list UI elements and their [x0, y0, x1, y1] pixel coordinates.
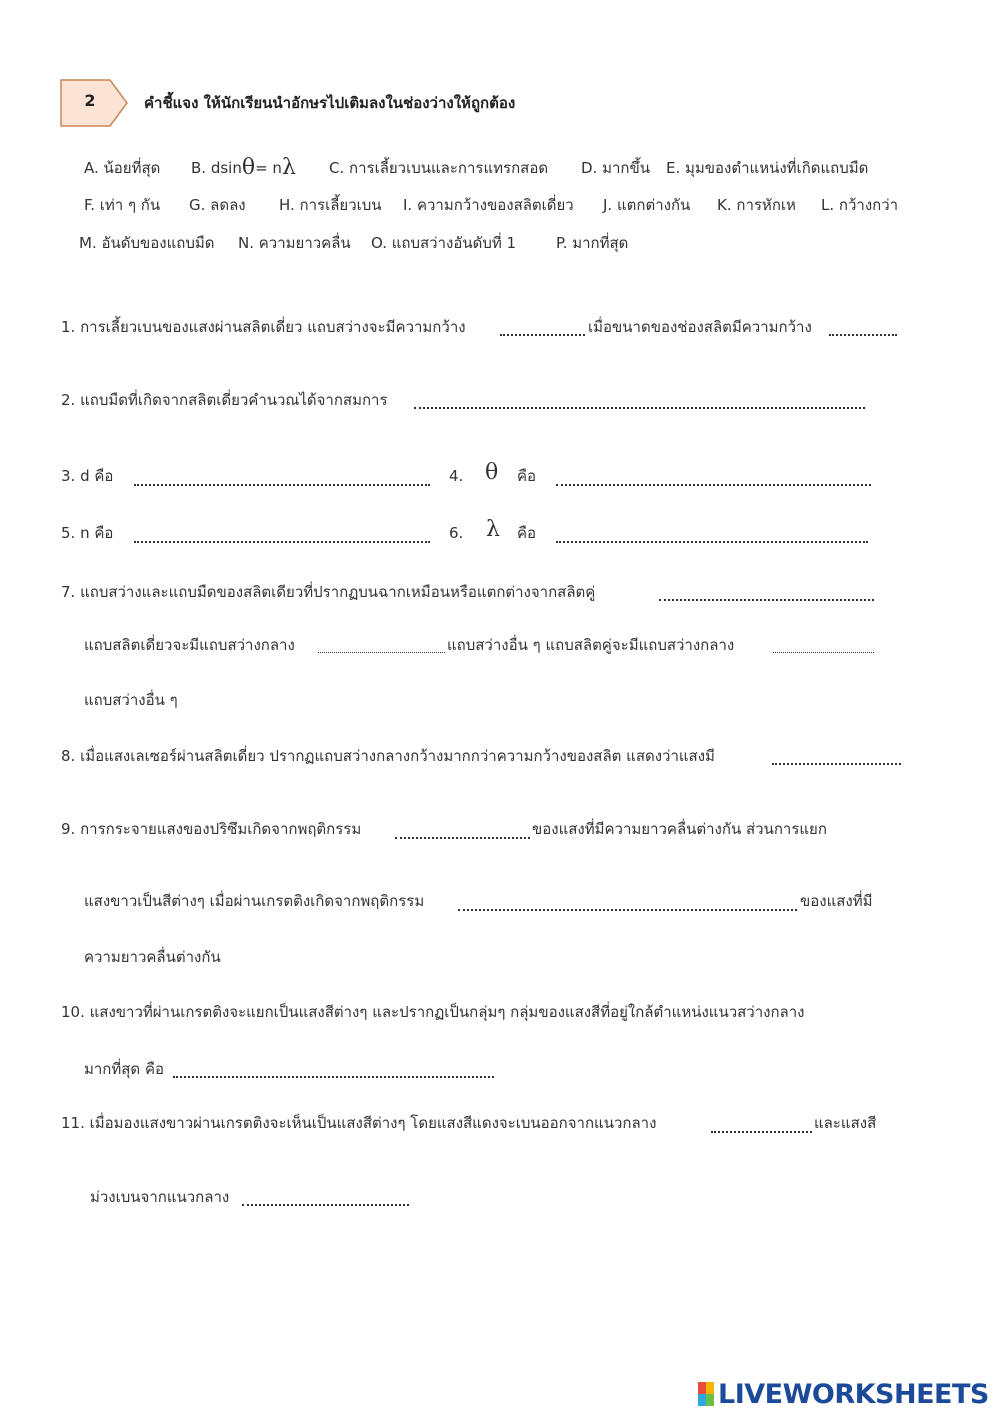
q1-text-part1: 1. การเลี้ยวเบนของแสงผ่านสลิตเดี่ยว แถบสว่างจะมีความกว้าง [61, 318, 466, 336]
option-b [191, 153, 296, 183]
q11-line1-a: 11. เมื่อมองแสงขาวผ่านเกรตติงจะเห็นเป็นแสงสีต่างๆ โดยแสงสีแดงจะเบนออกจากแนวกลาง [61, 1114, 657, 1132]
q3-text: 3. d คือ [61, 467, 114, 485]
instruction-title: คำชี้แจง ให้นักเรียนนำอักษรไปเติมลงในช่องว่างให้ถูกต้อง [144, 94, 516, 112]
q7-line3: แถบสว่างอื่น ๆ [84, 691, 178, 709]
q11-blank-1[interactable] [711, 1131, 812, 1133]
option-d: D. มากขึ้น [581, 159, 650, 177]
q10-line2: มากที่สุด คือ [84, 1060, 164, 1078]
option-c: C. การเลี้ยวเบนและการแทรกสอด [329, 159, 549, 177]
q3-blank[interactable] [134, 484, 430, 486]
q6-lambda-symbol: λ [486, 517, 500, 542]
q6-number: 6. [449, 524, 464, 542]
q9-blank-2[interactable] [458, 909, 797, 911]
option-b-prefix: B. dsin [191, 159, 242, 177]
q9-line1-a: 9. การกระจายแสงของปริซึมเกิดจากพฤติกรรม [61, 820, 362, 838]
q2-text: 2. แถบมืดที่เกิดจากสลิตเดี่ยวคำนวณได้จากสมการ [61, 391, 388, 409]
q7-line2-b: แถบสว่างอื่น ๆ แถบสลิตคู่จะมีแถบสว่างกลาง [447, 636, 735, 654]
option-a: A. น้อยที่สุด [84, 159, 161, 177]
q4-theta-symbol: θ [485, 460, 499, 485]
option-i: I. ความกว้างของสลิตเดี่ยว [403, 196, 574, 214]
option-k: K. การหักเห [717, 196, 796, 214]
q7-blank-1[interactable] [659, 599, 874, 601]
q9-line3: ความยาวคลื่นต่างกัน [84, 948, 221, 966]
q4-blank[interactable] [556, 484, 871, 486]
q9-line1-b: ของแสงที่มีความยาวคลื่นต่างกัน ส่วนการแยก [532, 820, 827, 838]
q7-line1: 7. แถบสว่างและแถบมืดของสลิตเดียวที่ปรากฏบนฉากเหมือนหรือแตกต่างจากสลิตคู่ [61, 583, 596, 601]
q7-blank-3[interactable] [773, 652, 874, 653]
liveworksheets-logo [698, 1378, 989, 1410]
q5-blank[interactable] [134, 541, 430, 543]
q9-line2-a: แสงขาวเป็นสีต่างๆ เมื่อผ่านเกรตติงเกิดจากพฤติกรรม [84, 892, 425, 910]
badge-number: 2 [84, 91, 96, 110]
q10-blank[interactable] [173, 1076, 494, 1078]
option-o: O. แถบสว่างอันดับที่ 1 [371, 234, 517, 252]
q11-line2: ม่วงเบนจากแนวกลาง [90, 1188, 230, 1206]
option-j: J. แตกต่างกัน [603, 196, 691, 214]
q1-blank-1[interactable] [500, 334, 585, 336]
q11-line1-b: และแสงสี [814, 1114, 877, 1132]
lambda-symbol: λ [281, 155, 296, 180]
option-p: P. มากที่สุด [556, 234, 629, 252]
q9-blank-1[interactable] [395, 837, 530, 839]
q6-blank[interactable] [556, 541, 868, 543]
q5-text: 5. n คือ [61, 524, 114, 542]
option-l: L. กว้างกว่า [821, 196, 899, 214]
option-n: N. ความยาวคลื่น [238, 234, 351, 252]
q11-blank-2[interactable] [242, 1204, 409, 1206]
q6-text: คือ [517, 524, 537, 542]
q8-text: 8. เมื่อแสงเลเซอร์ผ่านสลิตเดี่ยว ปรากฏแถบสว่างกลางกว้างมากกว่าความกว้างของสลิต แสดงว่าแสงมี [61, 747, 715, 765]
q7-blank-2[interactable] [318, 652, 445, 653]
q10-line1: 10. แสงขาวที่ผ่านเกรตติงจะแยกเป็นแสงสีต่างๆ และปรากฏเป็นกลุ่มๆ กลุ่มของแสงสีที่อยู่ใกล้ตำแหน่งแนวสว่างกลาง [61, 1003, 805, 1021]
option-h: H. การเลี้ยวเบน [279, 196, 382, 214]
option-b-equals: = n [255, 159, 282, 177]
q1-blank-2[interactable] [829, 334, 897, 336]
q4-number: 4. [449, 467, 464, 485]
q9-line2-b: ของแสงที่มี [800, 892, 873, 910]
q7-line2-a: แถบสลิตเดี่ยวจะมีแถบสว่างกลาง [84, 636, 295, 654]
option-f: F. เท่า ๆ กัน [84, 196, 161, 214]
logo-text: LIVEWORKSHEETS [718, 1378, 989, 1410]
option-e: E. มุมของตำแหน่งที่เกิดแถบมืด [666, 159, 869, 177]
question-number-badge [60, 79, 128, 127]
q8-blank[interactable] [772, 763, 901, 765]
liveworksheets-logo-icon [698, 1382, 714, 1406]
q2-blank[interactable] [414, 407, 865, 409]
option-g: G. ลดลง [189, 196, 246, 214]
option-m: M. อันดับของแถบมืด [79, 234, 215, 252]
q4-text: คือ [517, 467, 537, 485]
q1-text-part2: เมื่อขนาดของช่องสลิตมีความกว้าง [588, 318, 812, 336]
theta-symbol: θ [241, 155, 256, 180]
